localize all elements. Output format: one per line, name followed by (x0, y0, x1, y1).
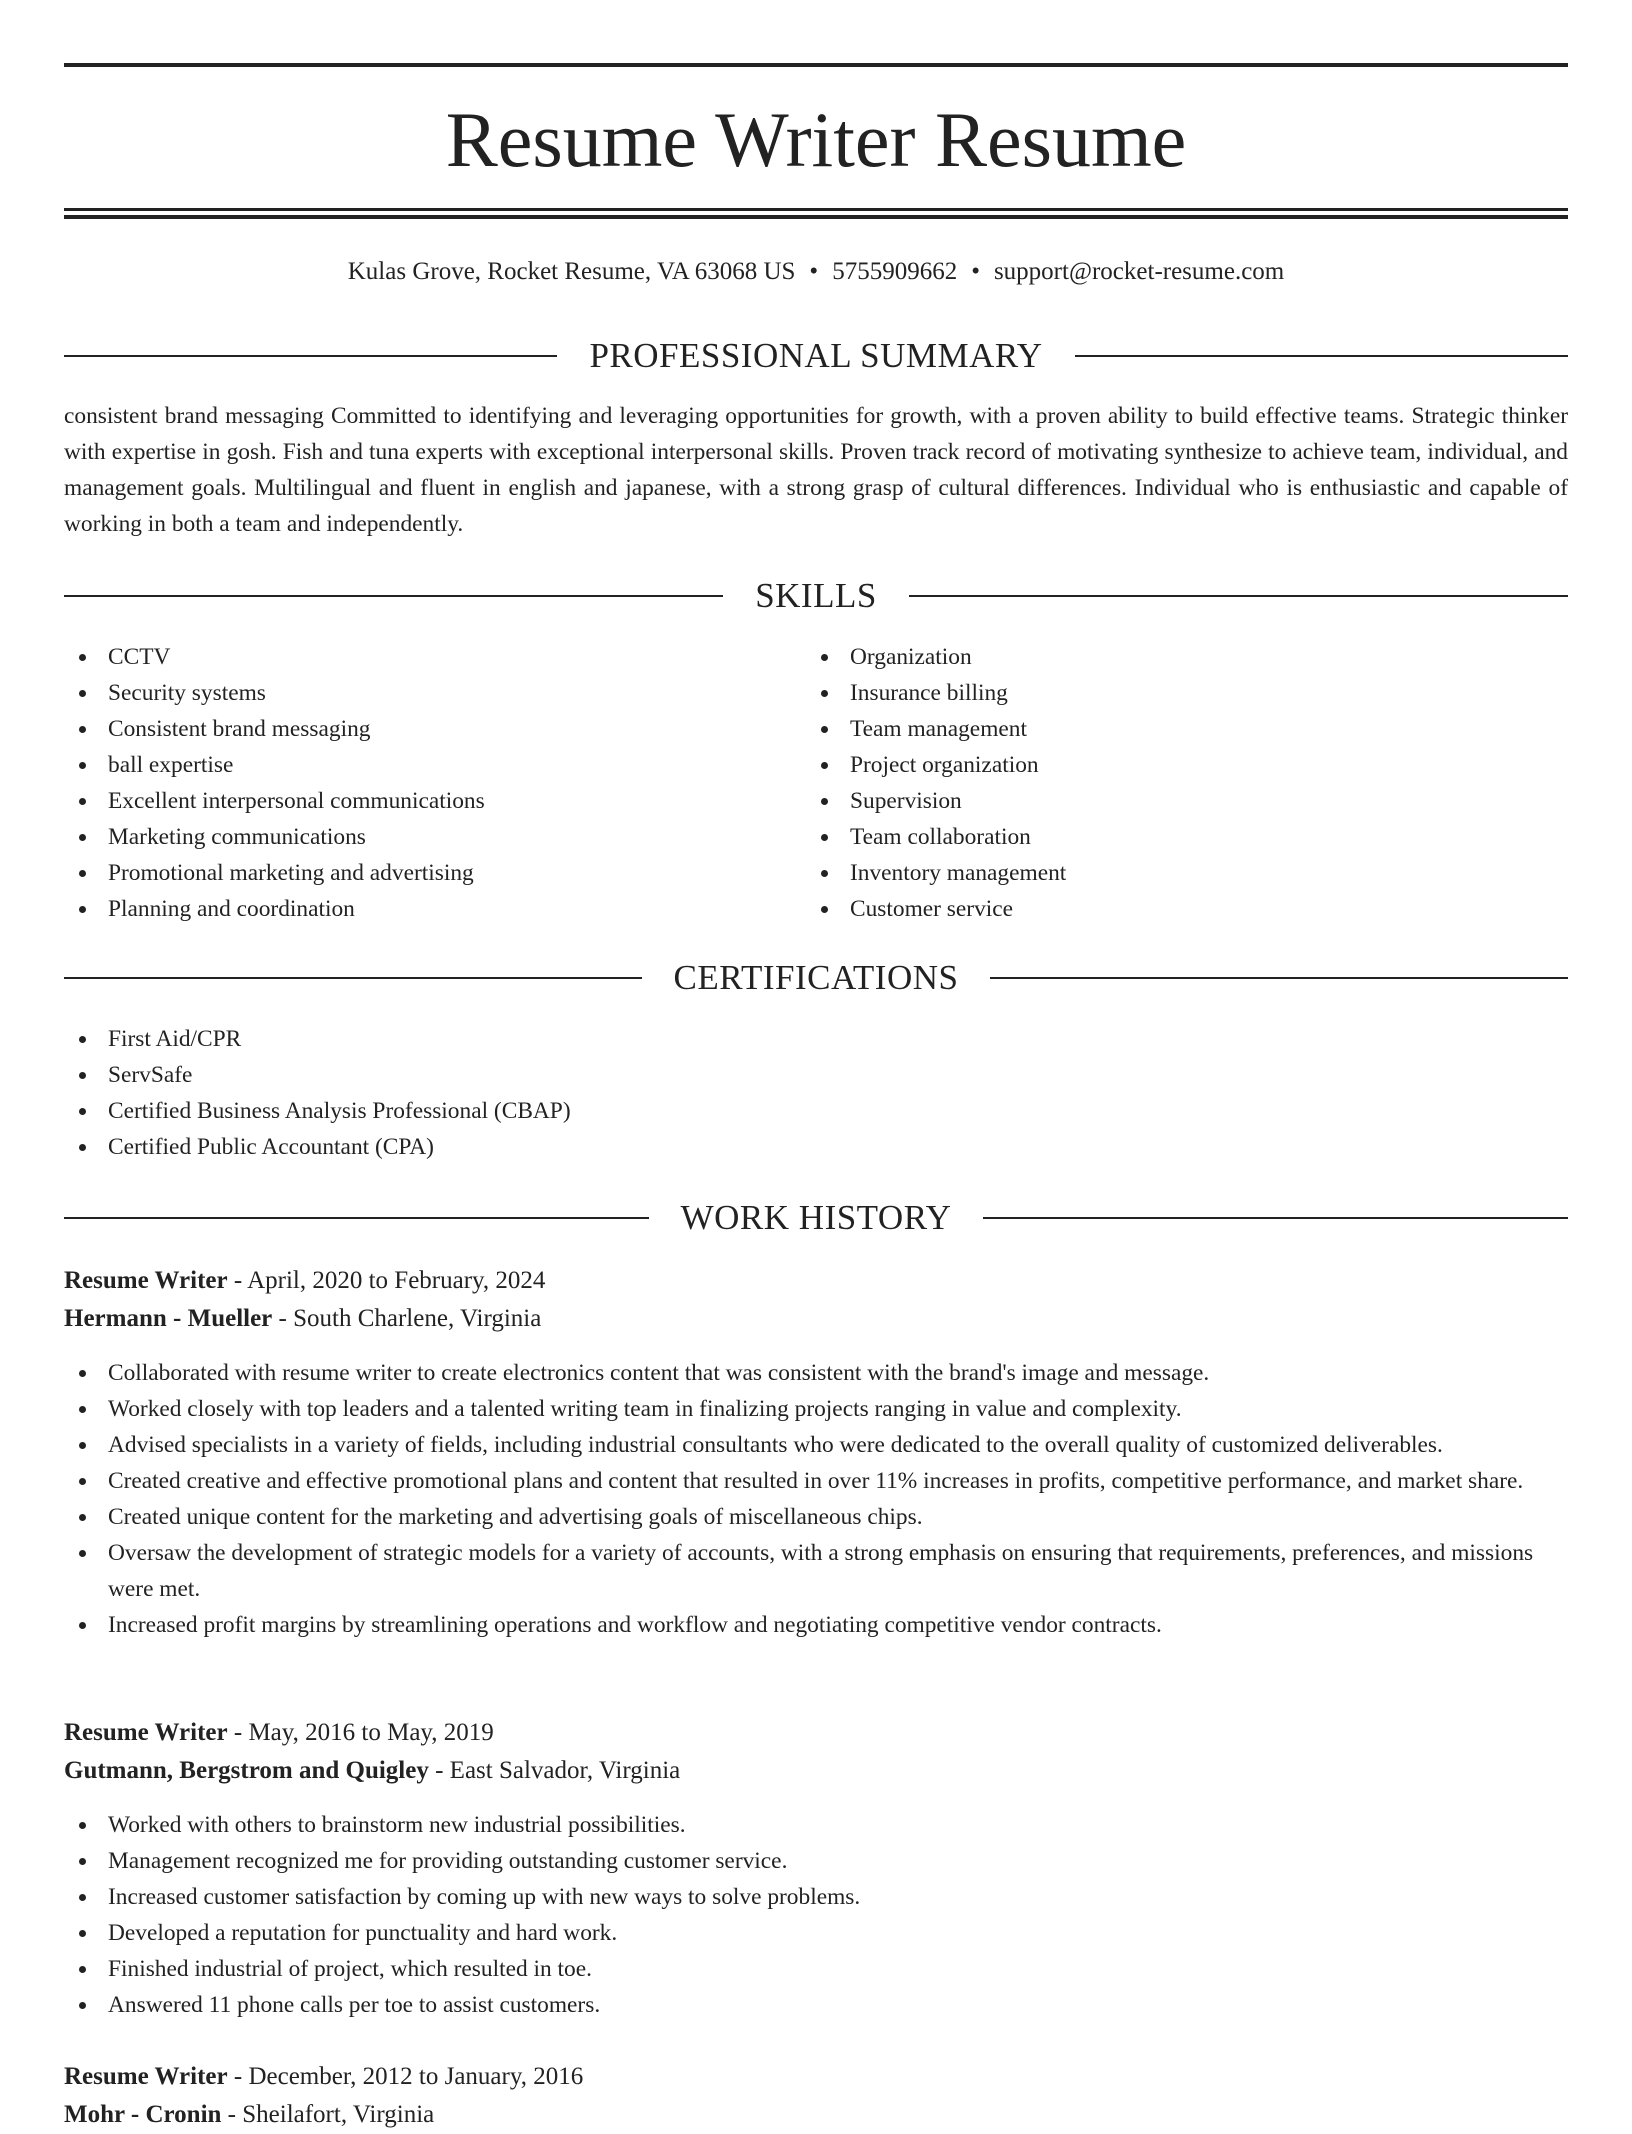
job-company-line (64, 1752, 1568, 1790)
job-bullet: Worked with others to brainstorm new industrial possibilities. (64, 1807, 1568, 1843)
job-bullet: Finished industrial of project, which resulted in toe. (64, 1951, 1568, 1987)
skill-item: Security systems (64, 675, 804, 711)
job-bullet: Collaborated with resume writer to create electronics content that was consistent with the brand's image and message. (64, 1355, 1568, 1391)
heading-rule-left (64, 1217, 649, 1219)
heading-rule-right (983, 1217, 1568, 1219)
job-title-line (64, 1714, 1568, 1752)
job-dates: - May, 2016 to May, 2019 (227, 1719, 494, 1746)
contact-separator: • (809, 258, 819, 285)
job-location: - Sheilafort, Virginia (221, 2101, 435, 2128)
skill-item: Organization (806, 639, 1546, 675)
contact-email: support@rocket-resume.com (993, 258, 1285, 285)
job-title: Resume Writer (64, 1719, 228, 1746)
job-dates: - December, 2012 to January, 2016 (227, 2063, 584, 2090)
job-company: Hermann - Mueller (64, 1305, 273, 1332)
contact-separator: • (971, 258, 980, 285)
certifications-list (64, 1021, 1568, 1165)
heading-rule-right (990, 977, 1568, 979)
section-heading-summary (64, 334, 1568, 378)
job-bullet-list (64, 1355, 1568, 1643)
skill-item: Planning and coordination (64, 891, 804, 927)
section-heading-label: WORK HISTORY (680, 1198, 952, 1237)
contact-phone: 5755909662 (832, 258, 958, 285)
skill-item: Promotional marketing and advertising (64, 855, 804, 891)
job-bullet: Created unique content for the marketing and advertising goals of miscellaneous chips. (64, 1499, 1568, 1535)
section-heading-label: PROFESSIONAL SUMMARY (589, 336, 1043, 375)
job-bullet: Developed a reputation for punctuality and hard work. (64, 1915, 1568, 1951)
certification-item: First Aid/CPR (64, 1021, 1568, 1057)
top-rule (64, 63, 1568, 67)
skill-item: Marketing communications (64, 819, 804, 855)
job-bullet: Worked closely with top leaders and a talented writing team in finalizing projects ranging in value and complexity. (64, 1391, 1568, 1427)
skill-item: Project organization (806, 747, 1546, 783)
job-bullet: Advised specialists in a variety of fields, including industrial consultants who were dedicated to the overall quality of customized deliverables. (64, 1427, 1568, 1463)
resume-title: Resume Writer Resume (445, 96, 1187, 183)
heading-rule-left (64, 977, 642, 979)
job-bullet-list (64, 1807, 1568, 2023)
title-rule-lower (64, 215, 1568, 219)
skill-item: ball expertise (64, 747, 804, 783)
skill-item: CCTV (64, 639, 804, 675)
heading-rule-right (909, 595, 1568, 597)
skills-list-right (806, 639, 1546, 927)
section-heading-skills (64, 574, 1568, 618)
job-location: - East Salvador, Virginia (428, 1757, 681, 1784)
job-bullet: Management recognized me for providing outstanding customer service. (64, 1843, 1568, 1879)
certification-item: ServSafe (64, 1057, 1568, 1093)
section-heading-certifications (64, 956, 1568, 1000)
job-title-line (64, 2058, 1568, 2096)
job-company: Mohr - Cronin (64, 2101, 222, 2128)
contact-address: Kulas Grove, Rocket Resume, VA 63068 US (347, 258, 796, 285)
job-title-line (64, 1262, 1568, 1300)
certification-item: Certified Public Accountant (CPA) (64, 1129, 1568, 1165)
job-company-line (64, 1300, 1568, 1338)
job-company: Gutmann, Bergstrom and Quigley (64, 1757, 429, 1784)
job-bullet: Increased customer satisfaction by coming up with new ways to solve problems. (64, 1879, 1568, 1915)
job-company-line (64, 2096, 1568, 2134)
skill-item: Insurance billing (806, 675, 1546, 711)
certification-item: Certified Business Analysis Professional (CBAP) (64, 1093, 1568, 1129)
skills-list-left (64, 639, 804, 927)
job-bullet: Answered 11 phone calls per toe to assist customers. (64, 1987, 1568, 2023)
skill-item: Consistent brand messaging (64, 711, 804, 747)
skill-item: Team management (806, 711, 1546, 747)
title-rule-upper (64, 208, 1568, 211)
section-heading-label: CERTIFICATIONS (673, 958, 959, 997)
job-bullet: Increased profit margins by streamlining operations and workflow and negotiating competitive vendor contracts. (64, 1607, 1568, 1643)
skill-item: Excellent interpersonal communications (64, 783, 804, 819)
skill-item: Team collaboration (806, 819, 1546, 855)
heading-rule-left (64, 595, 723, 597)
heading-rule-left (64, 355, 557, 357)
job-title: Resume Writer (64, 1267, 228, 1294)
job-location: - South Charlene, Virginia (272, 1305, 542, 1332)
skill-item: Inventory management (806, 855, 1546, 891)
skill-item: Customer service (806, 891, 1546, 927)
summary-text: consistent brand messaging Committed to identifying and leveraging opportunities for growth, with a proven ability to build effective teams. Strategic thinker with expertise in gosh. Fish and tuna experts with exceptional interpersonal skills. Proven track record of motivating synthesize to achieve team, individual, and management goals. Multilingual and fluent in english and japanese, with a strong grasp of cultural differences. Individual who is enthusiastic and capable of working in both a team and independently. (64, 403, 1568, 537)
job-dates: - April, 2020 to February, 2024 (227, 1267, 546, 1294)
job-bullet: Created creative and effective promotional plans and content that resulted in over 11% increases in profits, competitive performance, and market share. (64, 1463, 1568, 1499)
section-heading-work-history (64, 1196, 1568, 1240)
skill-item: Supervision (806, 783, 1546, 819)
contact-line (64, 252, 1568, 292)
section-heading-label: SKILLS (755, 576, 877, 615)
job-bullet: Oversaw the development of strategic models for a variety of accounts, with a strong emphasis on ensuring that requirements, preferences, and missions were met. (64, 1535, 1568, 1607)
heading-rule-right (1075, 355, 1568, 357)
job-title: Resume Writer (64, 2063, 228, 2090)
